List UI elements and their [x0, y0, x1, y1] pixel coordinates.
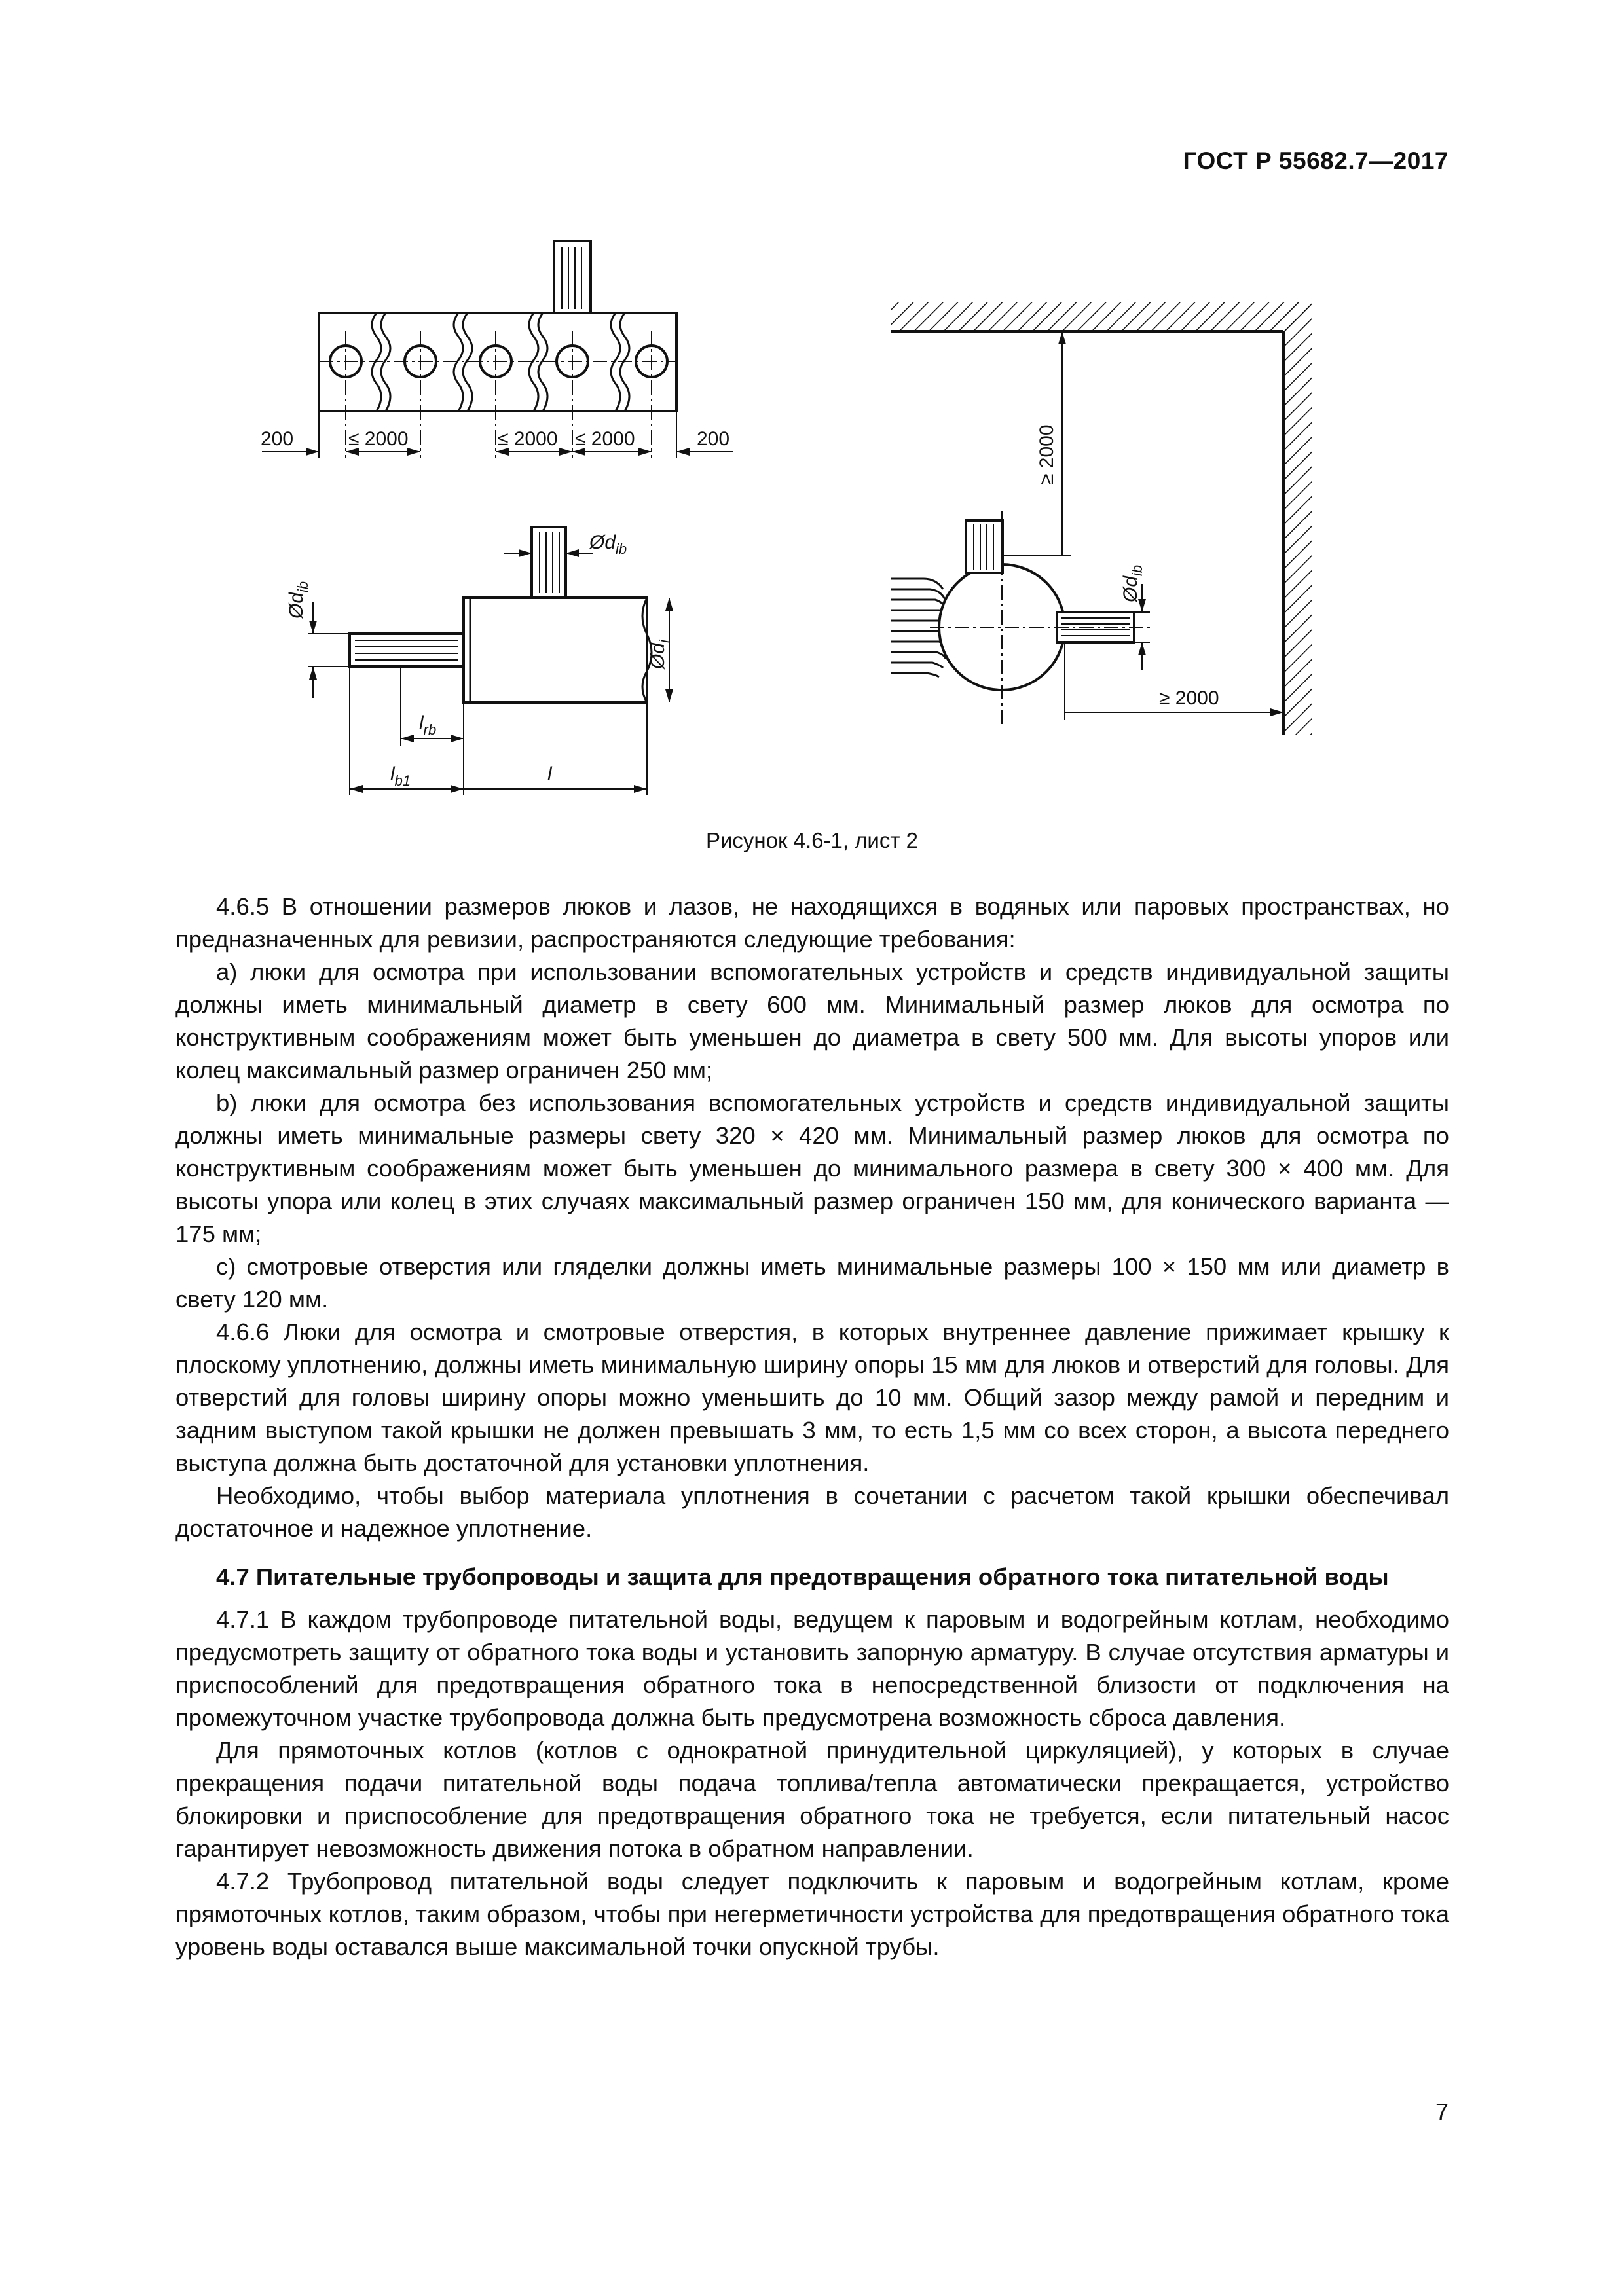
document-body — [175, 890, 1449, 1963]
section-heading-4-7: 4.7 Питательные трубопроводы и защита для предотвращения обратного тока питательной воды — [216, 1563, 1389, 1590]
paragraph-item-c: c) смотровые отверстия или гляделки должны иметь минимальные размеры 100 × 150 мм или диаметр в свету 120 мм. — [175, 1253, 1449, 1313]
technical-figure — [0, 0, 1624, 805]
paragraph-once-through-boilers: Для прямоточных котлов (котлов с однократной принудительной циркуляцией), у которых в случае прекращения подачи питательной воды подача топлива/тепла автоматически прекращается, устройство блокировки и приспособление для предотвращения обратного тока не требуется, если питательный насос гарантирует невозможность движения потока в обратном направлении. — [175, 1737, 1449, 1862]
dim-l-rb: $l_{rb}$ — [419, 712, 437, 738]
dim-d-i: $Ød_i$ — [647, 640, 673, 669]
pipe-branch-drawing — [308, 527, 669, 795]
dim-d-ib-left: $Ød_{ib}$ — [286, 581, 311, 619]
document-number: ГОСТ Р 55682.7—2017 — [1183, 147, 1449, 174]
paragraph-item-b: b) люки для осмотра без использования вспомогательных устройств и средств индивидуальной защиты должны иметь минимальные размеры свету 320 × 420 мм. Минимальный размер люков для осмотра по конструктивным соображениям может быть уменьшен до минимального размера в свету 300 × 400 мм. Для высоты упора или колец в этих случаях максимальный размер ограничен 150 мм, для конического варианта — 175 мм; — [175, 1089, 1449, 1247]
paragraph-4-7-2: 4.7.2 Трубопровод питательной воды следует подключить к паровым и водогрейным котлам, кроме прямоточных котлов, таким образом, чтобы при негерметичности устройства для предотвращения обратного тока уровень воды оставался выше максимальной точки опускной трубы. — [175, 1868, 1449, 1960]
page-number: 7 — [1435, 2098, 1449, 2125]
dim-l: l — [547, 763, 552, 785]
dim-ge2000-vertical: ≥ 2000 — [1036, 424, 1058, 484]
dim-le2000-a: ≤ 2000 — [348, 428, 409, 450]
header-pipe-drawing — [262, 241, 733, 458]
dim-200-left: 200 — [261, 428, 294, 450]
dim-le2000-b: ≤ 2000 — [498, 428, 558, 450]
figure-caption: Рисунок 4.6-1, лист 2 — [705, 828, 918, 852]
paragraph-4-7-1: 4.7.1 В каждом трубопроводе питательной воды, ведущем к паровым и водогрейным котлам, необходимо предусмотреть защиту от обратного тока воды и установить запорную арматуру. В случае отсутствия арматуры и приспособлений для предотвращения обратного тока в непосредственной близости от подключения на промежуточном участке трубопровода должна быть предусмотрена возможность сброса давления. — [175, 1606, 1449, 1731]
dim-200-right: 200 — [697, 428, 730, 450]
drum-clearance-drawing — [891, 302, 1312, 735]
dim-le2000-c: ≤ 2000 — [575, 428, 635, 450]
paragraph-item-a: a) люки для осмотра при использовании вспомогательных устройств и средств индивидуальной защиты должны иметь минимальный диаметр в свету 600 мм. Минимальный размер люков для осмотра по конструктивным соображениям может быть уменьшен до диаметра в свету 500 мм. Для высоты упоров или колец максимальный размер ограничен 250 мм; — [175, 958, 1449, 1084]
dim-ge2000-horizontal: ≥ 2000 — [1159, 687, 1219, 709]
dim-d-ib-top: $Ød_{ib}$ — [589, 532, 627, 557]
paragraph-seal-material: Необходимо, чтобы выбор материала уплотнения в сочетании с расчетом такой крышки обеспечивал достаточное и надежное уплотнение. — [175, 1482, 1449, 1542]
dim-d-ib-right: $Ød_{ib}$ — [1120, 564, 1145, 602]
paragraph-4-6-6: 4.6.6 Люки для осмотра и смотровые отверстия, в которых внутреннее давление прижимает крышку к плоскому уплотнению, должны иметь минимальную ширину опоры 15 мм для люков и отверстий для головы. Для отверстий для головы ширину опоры можно уменьшить до 10 мм. Общий зазор между рамой и передним и задним выступом такой крышки не должен превышать 3 мм, то есть 1,5 мм со всех сторон, а высота переднего выступа должна быть достаточной для установки уплотнения. — [175, 1319, 1449, 1476]
figure-drawing — [0, 0, 1624, 805]
paragraph-4-6-5: 4.6.5 В отношении размеров люков и лазов, не находящихся в водяных или паровых пространствах, но предназначенных для ревизии, распространяются следующие требования: — [175, 893, 1449, 953]
dim-l-b1: $l_{b1}$ — [390, 763, 411, 789]
